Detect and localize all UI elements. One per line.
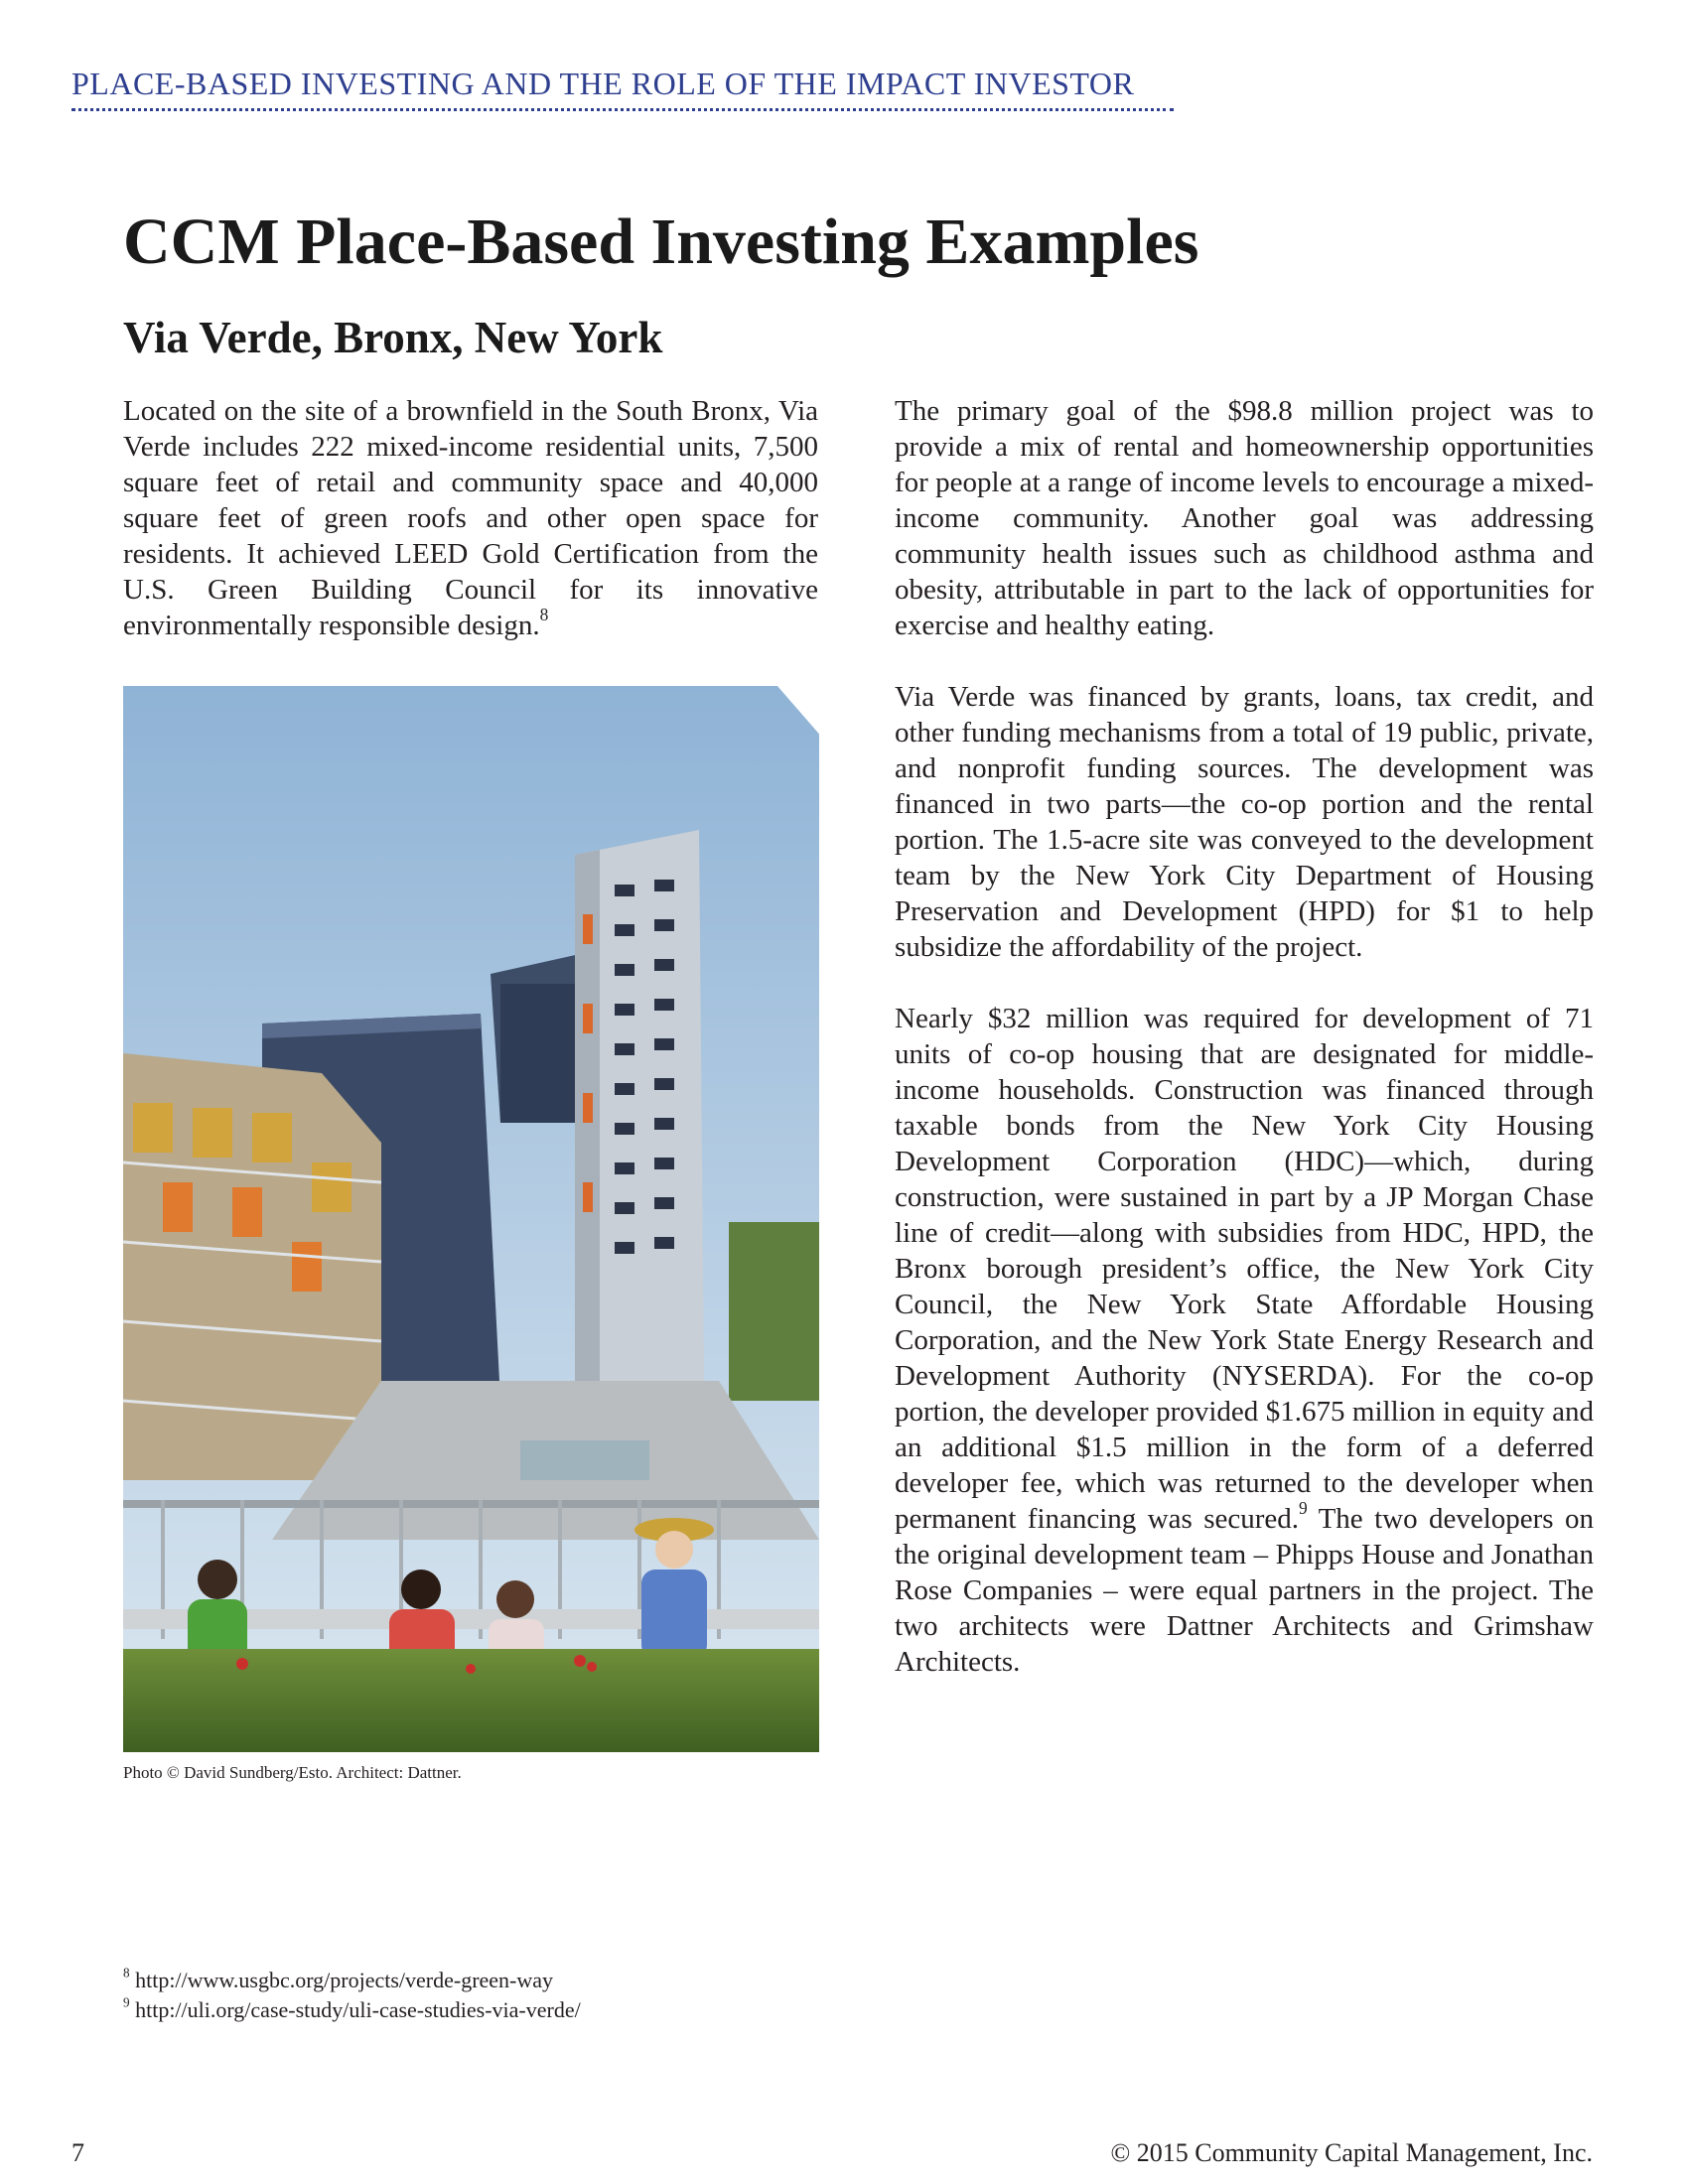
- left-column: [123, 393, 818, 643]
- financing-paragraph: Via Verde was financed by grants, loans, tax credit, and other funding mechanisms from a total of 19 public, private, and nonprofit funding sources. The development was financed in two parts—the co-op portion and the rental portion. The 1.5-acre site was conveyed to the development team by the New York City Department of Housing Preservation and Development (HPD) for $1 to help subsidize the affordability of the project.: [895, 681, 1594, 963]
- footnote-link[interactable]: http://uli.org/case-study/uli-case-studies-via-verde/: [129, 1997, 581, 2022]
- page-title: CCM Place-Based Investing Examples: [123, 205, 1199, 278]
- coop-text-part2: The two developers on the original development team – Phipps House and Jonathan Rose Companies – were equal partners in the project. The two architects were Dattner Architects and Grimshaw Architects.: [895, 1503, 1594, 1678]
- goals-paragraph: The primary goal of the $98.8 million project was to provide a mix of rental and homeownership opportunities for people at a range of income levels to encourage a mixed-income community. Another goal was addressing community health issues such as childhood asthma and obesity, attributable in part to the lack of opportunities for exercise and healthy eating.: [895, 395, 1594, 641]
- footnote-link[interactable]: http://www.usgbc.org/projects/verde-green-way: [129, 1968, 554, 1992]
- intro-paragraph: [123, 393, 818, 643]
- footnote-ref-8[interactable]: 8: [539, 605, 549, 625]
- photo-illustration: [123, 686, 819, 1752]
- right-column: [895, 393, 1594, 1680]
- coop-paragraph: [895, 1001, 1594, 1680]
- footnote-number: 9: [123, 1994, 130, 2010]
- section-title: Via Verde, Bronx, New York: [123, 313, 663, 362]
- running-header: PLACE-BASED INVESTING AND THE ROLE OF THE IMPACT INVESTOR: [71, 66, 1174, 111]
- page-number: 7: [71, 2138, 84, 2167]
- via-verde-photo: [123, 686, 819, 1752]
- copyright: © 2015 Community Capital Management, Inc.: [1110, 2138, 1593, 2167]
- footnotes: [123, 1966, 581, 2025]
- footnote-number: 8: [123, 1965, 130, 1980]
- coop-text-part1: Nearly $32 million was required for development of 71 units of co-op housing that are designated for middle-income households. Construction was financed through taxable bonds from the New York City Housing Development Corporation (HDC)—which, during construction, were sustained in part by a JP Morgan Chase line of credit—along with subsidies from HDC, HPD, the Bronx borough president’s office, the New York City Council, the New York State Affordable Housing Corporation, and the New York State Energy Research and Development Authority (NYSERDA). For the co-op portion, the developer provided $1.675 million in equity and an additional $1.5 million in the form of a deferred developer fee, which was returned to the developer when permanent financing was secured.: [895, 1003, 1594, 1535]
- footnote-9: [123, 1995, 581, 2025]
- photo-caption: Photo © David Sundberg/Esto. Architect: Dattner.: [123, 1763, 462, 1782]
- intro-text: Located on the site of a brownfield in the South Bronx, Via Verde includes 222 mixed-income residential units, 7,500 square feet of retail and community space and 40,000 square feet of green roofs and other open space for residents. It achieved LEED Gold Certification from the U.S. Green Building Council for its innovative environmentally responsible design.: [123, 395, 818, 641]
- footnote-ref-9[interactable]: 9: [1299, 1498, 1308, 1519]
- footnote-8: [123, 1966, 581, 1995]
